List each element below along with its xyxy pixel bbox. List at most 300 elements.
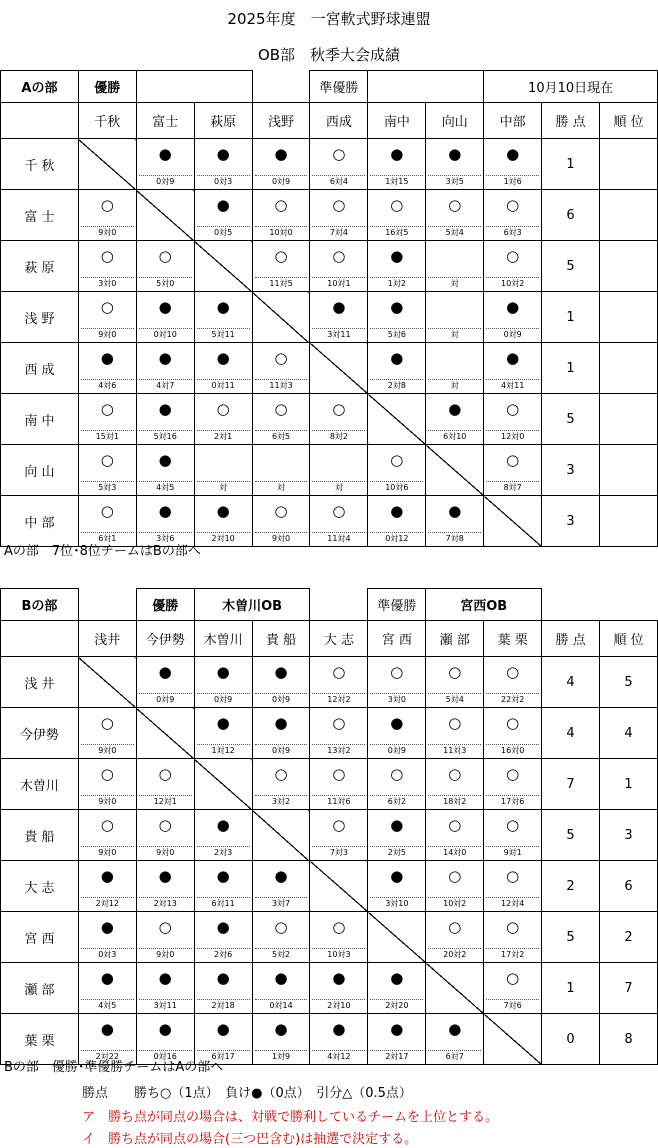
result-mark: ● xyxy=(158,867,172,885)
result-cell xyxy=(78,963,136,1014)
result-cell xyxy=(310,190,368,241)
result-score: 5対6 xyxy=(370,328,423,340)
result-cell xyxy=(194,861,252,912)
result-cell xyxy=(78,496,136,547)
result-score: 6対17 xyxy=(197,1050,250,1062)
table-row xyxy=(1,139,658,190)
result-mark: ○ xyxy=(448,867,462,885)
result-score: 5対0 xyxy=(139,277,192,289)
result-cell xyxy=(252,963,310,1014)
table-row xyxy=(1,343,658,394)
result-score: 4対5 xyxy=(139,481,192,493)
result-mark: ○ xyxy=(158,918,172,936)
result-mark: ○ xyxy=(390,451,404,469)
result-score: 6対4 xyxy=(312,175,365,187)
division-a-champion xyxy=(136,71,252,103)
result-mark: ○ xyxy=(332,502,346,520)
result-cell xyxy=(426,759,484,810)
result-score: 9対0 xyxy=(255,532,308,544)
result-cell xyxy=(78,912,136,963)
result-cell xyxy=(136,139,194,190)
result-mark: ● xyxy=(158,451,172,469)
result-score: 13対2 xyxy=(312,744,365,756)
result-score: 3対2 xyxy=(255,795,308,807)
column-team-2: 萩原 xyxy=(194,103,252,139)
result-cell xyxy=(78,190,136,241)
result-mark: ● xyxy=(158,969,172,987)
diagonal-cell xyxy=(310,861,368,912)
result-score: 3対11 xyxy=(139,999,192,1011)
division-b-note: Bの部 優勝･準優勝チームはAの部へ xyxy=(4,1060,224,1075)
result-mark: ○ xyxy=(100,196,114,214)
table-row xyxy=(1,861,658,912)
result-score: 0対9 xyxy=(255,693,308,705)
result-cell xyxy=(136,810,194,861)
points-cell: 3 xyxy=(542,496,600,547)
result-mark: ○ xyxy=(332,247,346,265)
result-score: 5対4 xyxy=(428,226,481,238)
result-score: 対 xyxy=(255,481,308,493)
result-score: 9対0 xyxy=(81,744,134,756)
result-mark: ● xyxy=(274,663,288,681)
points-cell: 0 xyxy=(542,1014,600,1065)
result-cell xyxy=(484,241,542,292)
result-score: 6対5 xyxy=(255,430,308,442)
result-score: 6対10 xyxy=(428,430,481,442)
result-cell xyxy=(194,292,252,343)
result-score: 2対20 xyxy=(370,999,423,1011)
result-cell xyxy=(484,657,542,708)
row-team-name: 中 部 xyxy=(1,496,79,547)
rank-cell xyxy=(600,394,658,445)
result-score: 1対12 xyxy=(197,744,250,756)
points-cell: 1 xyxy=(542,139,600,190)
result-mark: ○ xyxy=(448,918,462,936)
result-mark: ● xyxy=(100,1020,114,1038)
result-mark: ○ xyxy=(506,400,520,418)
result-cell xyxy=(484,759,542,810)
result-score: 対 xyxy=(197,481,250,493)
result-score: 0対12 xyxy=(370,532,423,544)
result-mark: ● xyxy=(390,502,404,520)
points-cell: 4 xyxy=(542,657,600,708)
result-cell xyxy=(78,810,136,861)
result-cell xyxy=(194,343,252,394)
result-cell xyxy=(78,343,136,394)
result-score: 対 xyxy=(428,328,481,340)
result-score: 22対2 xyxy=(486,693,539,705)
points-cell: 1 xyxy=(542,963,600,1014)
diagonal-cell xyxy=(136,708,194,759)
points-cell: 4 xyxy=(542,708,600,759)
diagonal-cell xyxy=(426,445,484,496)
legend: 勝点 勝ち○（1点） 負け●（0点） 引分△（0.5点） xyxy=(82,1086,412,1101)
result-mark: ● xyxy=(158,349,172,367)
result-score: 2対12 xyxy=(81,897,134,909)
result-cell xyxy=(484,394,542,445)
division-a-note: Aの部 7位･8位チームはBの部へ xyxy=(4,544,201,559)
result-score: 0対9 xyxy=(370,744,423,756)
rank-cell: 8 xyxy=(600,1014,658,1065)
result-cell xyxy=(426,657,484,708)
result-cell xyxy=(78,759,136,810)
result-score: 12対1 xyxy=(139,795,192,807)
result-cell xyxy=(136,861,194,912)
division-a-runnerup xyxy=(368,71,484,103)
result-mark: ○ xyxy=(100,714,114,732)
result-score: 6対1 xyxy=(81,532,134,544)
result-cell xyxy=(252,445,310,496)
result-mark: ● xyxy=(216,349,230,367)
points-cell: 5 xyxy=(542,810,600,861)
result-score: 10対2 xyxy=(486,277,539,289)
row-team-name: 大 志 xyxy=(1,861,79,912)
diagonal-cell xyxy=(484,1014,542,1065)
rule-2: イ 勝ち点が同点の場合(三つ巴含む)は抽選で決定する。 xyxy=(82,1132,418,1147)
result-cell xyxy=(136,496,194,547)
result-score: 18対2 xyxy=(428,795,481,807)
result-mark: ● xyxy=(216,1020,230,1038)
result-cell xyxy=(368,810,426,861)
result-mark: ● xyxy=(158,298,172,316)
points-header: 勝 点 xyxy=(542,621,600,657)
result-cell xyxy=(368,241,426,292)
result-cell xyxy=(368,657,426,708)
result-mark: ○ xyxy=(158,247,172,265)
result-score: 4対6 xyxy=(81,379,134,391)
result-cell xyxy=(426,292,484,343)
result-score: 9対0 xyxy=(139,948,192,960)
result-score: 14対0 xyxy=(428,846,481,858)
result-mark: ○ xyxy=(216,400,230,418)
result-mark: ○ xyxy=(506,714,520,732)
diagonal-cell xyxy=(484,496,542,547)
column-team-5: 宮 西 xyxy=(368,621,426,657)
result-cell xyxy=(78,708,136,759)
result-cell xyxy=(252,657,310,708)
result-score: 2対10 xyxy=(197,532,250,544)
result-mark: ● xyxy=(274,867,288,885)
result-mark: ○ xyxy=(100,298,114,316)
rank-cell: 4 xyxy=(600,708,658,759)
result-mark: ● xyxy=(100,867,114,885)
result-mark: ● xyxy=(506,349,520,367)
row-team-name: 千 秋 xyxy=(1,139,79,190)
result-score: 11対6 xyxy=(312,795,365,807)
result-score: 1対2 xyxy=(370,277,423,289)
result-score: 11対3 xyxy=(428,744,481,756)
result-mark: ● xyxy=(274,714,288,732)
result-cell xyxy=(426,139,484,190)
result-mark: ● xyxy=(390,145,404,163)
points-cell: 1 xyxy=(542,292,600,343)
result-cell xyxy=(368,963,426,1014)
result-score: 3対0 xyxy=(370,693,423,705)
result-score: 0対9 xyxy=(197,693,250,705)
result-score: 2対13 xyxy=(139,897,192,909)
result-mark: ● xyxy=(158,400,172,418)
result-cell xyxy=(78,861,136,912)
result-score: 0対11 xyxy=(197,379,250,391)
result-mark: ● xyxy=(332,298,346,316)
result-mark: ○ xyxy=(448,714,462,732)
result-score: 対 xyxy=(428,277,481,289)
column-team-4: 西成 xyxy=(310,103,368,139)
result-mark: ● xyxy=(506,298,520,316)
result-mark: ● xyxy=(216,502,230,520)
result-cell xyxy=(136,963,194,1014)
result-mark: ○ xyxy=(332,918,346,936)
row-team-name: 浅 野 xyxy=(1,292,79,343)
result-score: 15対1 xyxy=(81,430,134,442)
result-cell xyxy=(368,190,426,241)
result-mark: ○ xyxy=(158,765,172,783)
diagonal-cell xyxy=(252,810,310,861)
points-cell: 7 xyxy=(542,759,600,810)
result-score: 0対9 xyxy=(486,328,539,340)
result-score: 2対18 xyxy=(197,999,250,1011)
result-mark: ○ xyxy=(448,196,462,214)
division-a-date: 10月10日現在 xyxy=(484,71,658,103)
result-mark: ● xyxy=(274,145,288,163)
page-title: 2025年度 一宮軟式野球連盟 xyxy=(227,10,431,28)
column-team-7: 葉 栗 xyxy=(484,621,542,657)
result-mark: ○ xyxy=(332,663,346,681)
result-score: 17対6 xyxy=(486,795,539,807)
result-score: 0対9 xyxy=(139,693,192,705)
column-team-2: 木曽川 xyxy=(194,621,252,657)
result-mark: ○ xyxy=(274,196,288,214)
page-subtitle: OB部 秋季大会成績 xyxy=(257,46,401,64)
division-a-champion-label: 優勝 xyxy=(78,71,136,103)
result-cell xyxy=(252,759,310,810)
result-score: 1対9 xyxy=(255,1050,308,1062)
result-mark: ● xyxy=(158,663,172,681)
division-b-runnerup: 宮西OB xyxy=(426,589,542,621)
result-mark: ● xyxy=(158,1020,172,1038)
diagonal-cell xyxy=(368,394,426,445)
result-score: 10対6 xyxy=(370,481,423,493)
result-score: 6対3 xyxy=(486,226,539,238)
result-score: 11対3 xyxy=(255,379,308,391)
result-mark: ○ xyxy=(332,196,346,214)
table-row xyxy=(1,190,658,241)
result-score: 1対6 xyxy=(486,175,539,187)
result-score: 2対22 xyxy=(81,1050,134,1062)
result-score: 10対3 xyxy=(312,948,365,960)
result-cell xyxy=(194,190,252,241)
result-cell xyxy=(310,1014,368,1065)
result-cell xyxy=(252,861,310,912)
result-cell xyxy=(194,657,252,708)
result-mark: ● xyxy=(216,918,230,936)
result-score: 9対0 xyxy=(139,846,192,858)
result-mark: ○ xyxy=(274,400,288,418)
result-cell xyxy=(252,343,310,394)
result-cell xyxy=(136,343,194,394)
result-score: 20対2 xyxy=(428,948,481,960)
rank-cell xyxy=(600,139,658,190)
column-team-4: 大 志 xyxy=(310,621,368,657)
result-cell xyxy=(136,912,194,963)
result-mark: ● xyxy=(448,502,462,520)
result-mark: ● xyxy=(448,145,462,163)
rank-cell: 5 xyxy=(600,657,658,708)
result-mark: ○ xyxy=(100,451,114,469)
result-score: 0対14 xyxy=(255,999,308,1011)
table-row xyxy=(1,963,658,1014)
result-mark: ○ xyxy=(332,765,346,783)
rank-cell xyxy=(600,343,658,394)
result-cell xyxy=(194,912,252,963)
row-team-name: 西 成 xyxy=(1,343,79,394)
result-score: 5対4 xyxy=(428,693,481,705)
result-mark: ● xyxy=(390,1020,404,1038)
result-score: 3対6 xyxy=(139,532,192,544)
result-mark: ● xyxy=(390,867,404,885)
result-cell xyxy=(426,343,484,394)
result-cell xyxy=(310,292,368,343)
rank-cell xyxy=(600,190,658,241)
result-mark: ● xyxy=(274,969,288,987)
result-mark: ○ xyxy=(506,765,520,783)
result-cell xyxy=(484,445,542,496)
result-mark: ● xyxy=(448,400,462,418)
result-score: 2対3 xyxy=(197,846,250,858)
column-team-3: 貴 船 xyxy=(252,621,310,657)
result-score: 3対7 xyxy=(255,897,308,909)
result-cell xyxy=(484,190,542,241)
result-cell xyxy=(484,292,542,343)
table-row xyxy=(1,394,658,445)
result-score: 10対1 xyxy=(312,277,365,289)
division-a-header-row xyxy=(1,71,658,103)
result-score: 2対17 xyxy=(370,1050,423,1062)
result-score: 2対1 xyxy=(197,430,250,442)
result-cell xyxy=(310,445,368,496)
diagonal-cell xyxy=(252,292,310,343)
result-cell xyxy=(310,912,368,963)
result-score: 0対9 xyxy=(139,175,192,187)
result-score: 3対0 xyxy=(81,277,134,289)
rank-cell xyxy=(600,496,658,547)
row-team-name: 宮 西 xyxy=(1,912,79,963)
diagonal-cell xyxy=(194,241,252,292)
result-score: 5対16 xyxy=(139,430,192,442)
result-mark: ○ xyxy=(158,816,172,834)
result-cell xyxy=(484,139,542,190)
diagonal-cell xyxy=(78,139,136,190)
result-mark: ○ xyxy=(100,816,114,834)
result-mark: ○ xyxy=(274,502,288,520)
result-mark: ● xyxy=(332,1020,346,1038)
result-score: 7対6 xyxy=(486,999,539,1011)
result-cell xyxy=(368,1014,426,1065)
points-cell: 6 xyxy=(542,190,600,241)
result-cell xyxy=(194,963,252,1014)
row-team-name: 瀬 部 xyxy=(1,963,79,1014)
result-mark: ○ xyxy=(506,196,520,214)
result-cell xyxy=(484,861,542,912)
result-mark: ○ xyxy=(100,765,114,783)
result-mark: ● xyxy=(158,502,172,520)
result-mark: ○ xyxy=(506,867,520,885)
result-score: 0対9 xyxy=(255,744,308,756)
result-mark: ○ xyxy=(100,502,114,520)
result-score: 2対6 xyxy=(197,948,250,960)
result-score: 11対5 xyxy=(255,277,308,289)
result-score: 4対12 xyxy=(312,1050,365,1062)
result-mark: ○ xyxy=(332,816,346,834)
result-cell xyxy=(310,708,368,759)
column-team-6: 向山 xyxy=(426,103,484,139)
diagonal-cell xyxy=(310,343,368,394)
result-mark: ● xyxy=(158,145,172,163)
points-cell: 5 xyxy=(542,241,600,292)
result-score: 3対11 xyxy=(312,328,365,340)
result-score: 4対5 xyxy=(81,999,134,1011)
result-cell xyxy=(310,759,368,810)
result-cell xyxy=(78,292,136,343)
division-b-champion-label: 優勝 xyxy=(136,589,194,621)
result-cell xyxy=(310,496,368,547)
rank-cell xyxy=(600,445,658,496)
result-score: 1対15 xyxy=(370,175,423,187)
division-b-header-row xyxy=(1,589,658,621)
result-cell xyxy=(252,241,310,292)
division-b-label: Bの部 xyxy=(1,589,79,621)
result-mark: ● xyxy=(100,969,114,987)
result-cell xyxy=(426,912,484,963)
result-score: 3対5 xyxy=(428,175,481,187)
result-mark: ○ xyxy=(506,969,520,987)
result-cell xyxy=(194,708,252,759)
result-cell xyxy=(78,394,136,445)
result-mark: ● xyxy=(390,714,404,732)
result-cell xyxy=(194,445,252,496)
result-mark: ○ xyxy=(100,400,114,418)
result-cell xyxy=(310,657,368,708)
result-cell xyxy=(426,190,484,241)
result-mark: ● xyxy=(216,714,230,732)
result-cell xyxy=(484,708,542,759)
table-row xyxy=(1,292,658,343)
result-cell xyxy=(194,139,252,190)
result-cell xyxy=(310,394,368,445)
row-team-name: 貴 船 xyxy=(1,810,79,861)
result-cell xyxy=(78,445,136,496)
result-score: 3対10 xyxy=(370,897,423,909)
result-score: 0対10 xyxy=(139,328,192,340)
division-a-table xyxy=(0,70,658,547)
result-cell xyxy=(368,708,426,759)
rank-cell xyxy=(600,292,658,343)
result-score: 0対5 xyxy=(197,226,250,238)
points-cell: 1 xyxy=(542,343,600,394)
result-score: 2対5 xyxy=(370,846,423,858)
diagonal-cell xyxy=(368,912,426,963)
result-cell xyxy=(426,241,484,292)
result-mark: ● xyxy=(506,145,520,163)
result-score: 12対2 xyxy=(312,693,365,705)
result-cell xyxy=(136,394,194,445)
rank-cell: 2 xyxy=(600,912,658,963)
result-cell xyxy=(136,292,194,343)
result-score: 4対11 xyxy=(486,379,539,391)
result-mark: ○ xyxy=(274,918,288,936)
rank-header: 順 位 xyxy=(600,103,658,139)
result-score: 10対0 xyxy=(255,226,308,238)
